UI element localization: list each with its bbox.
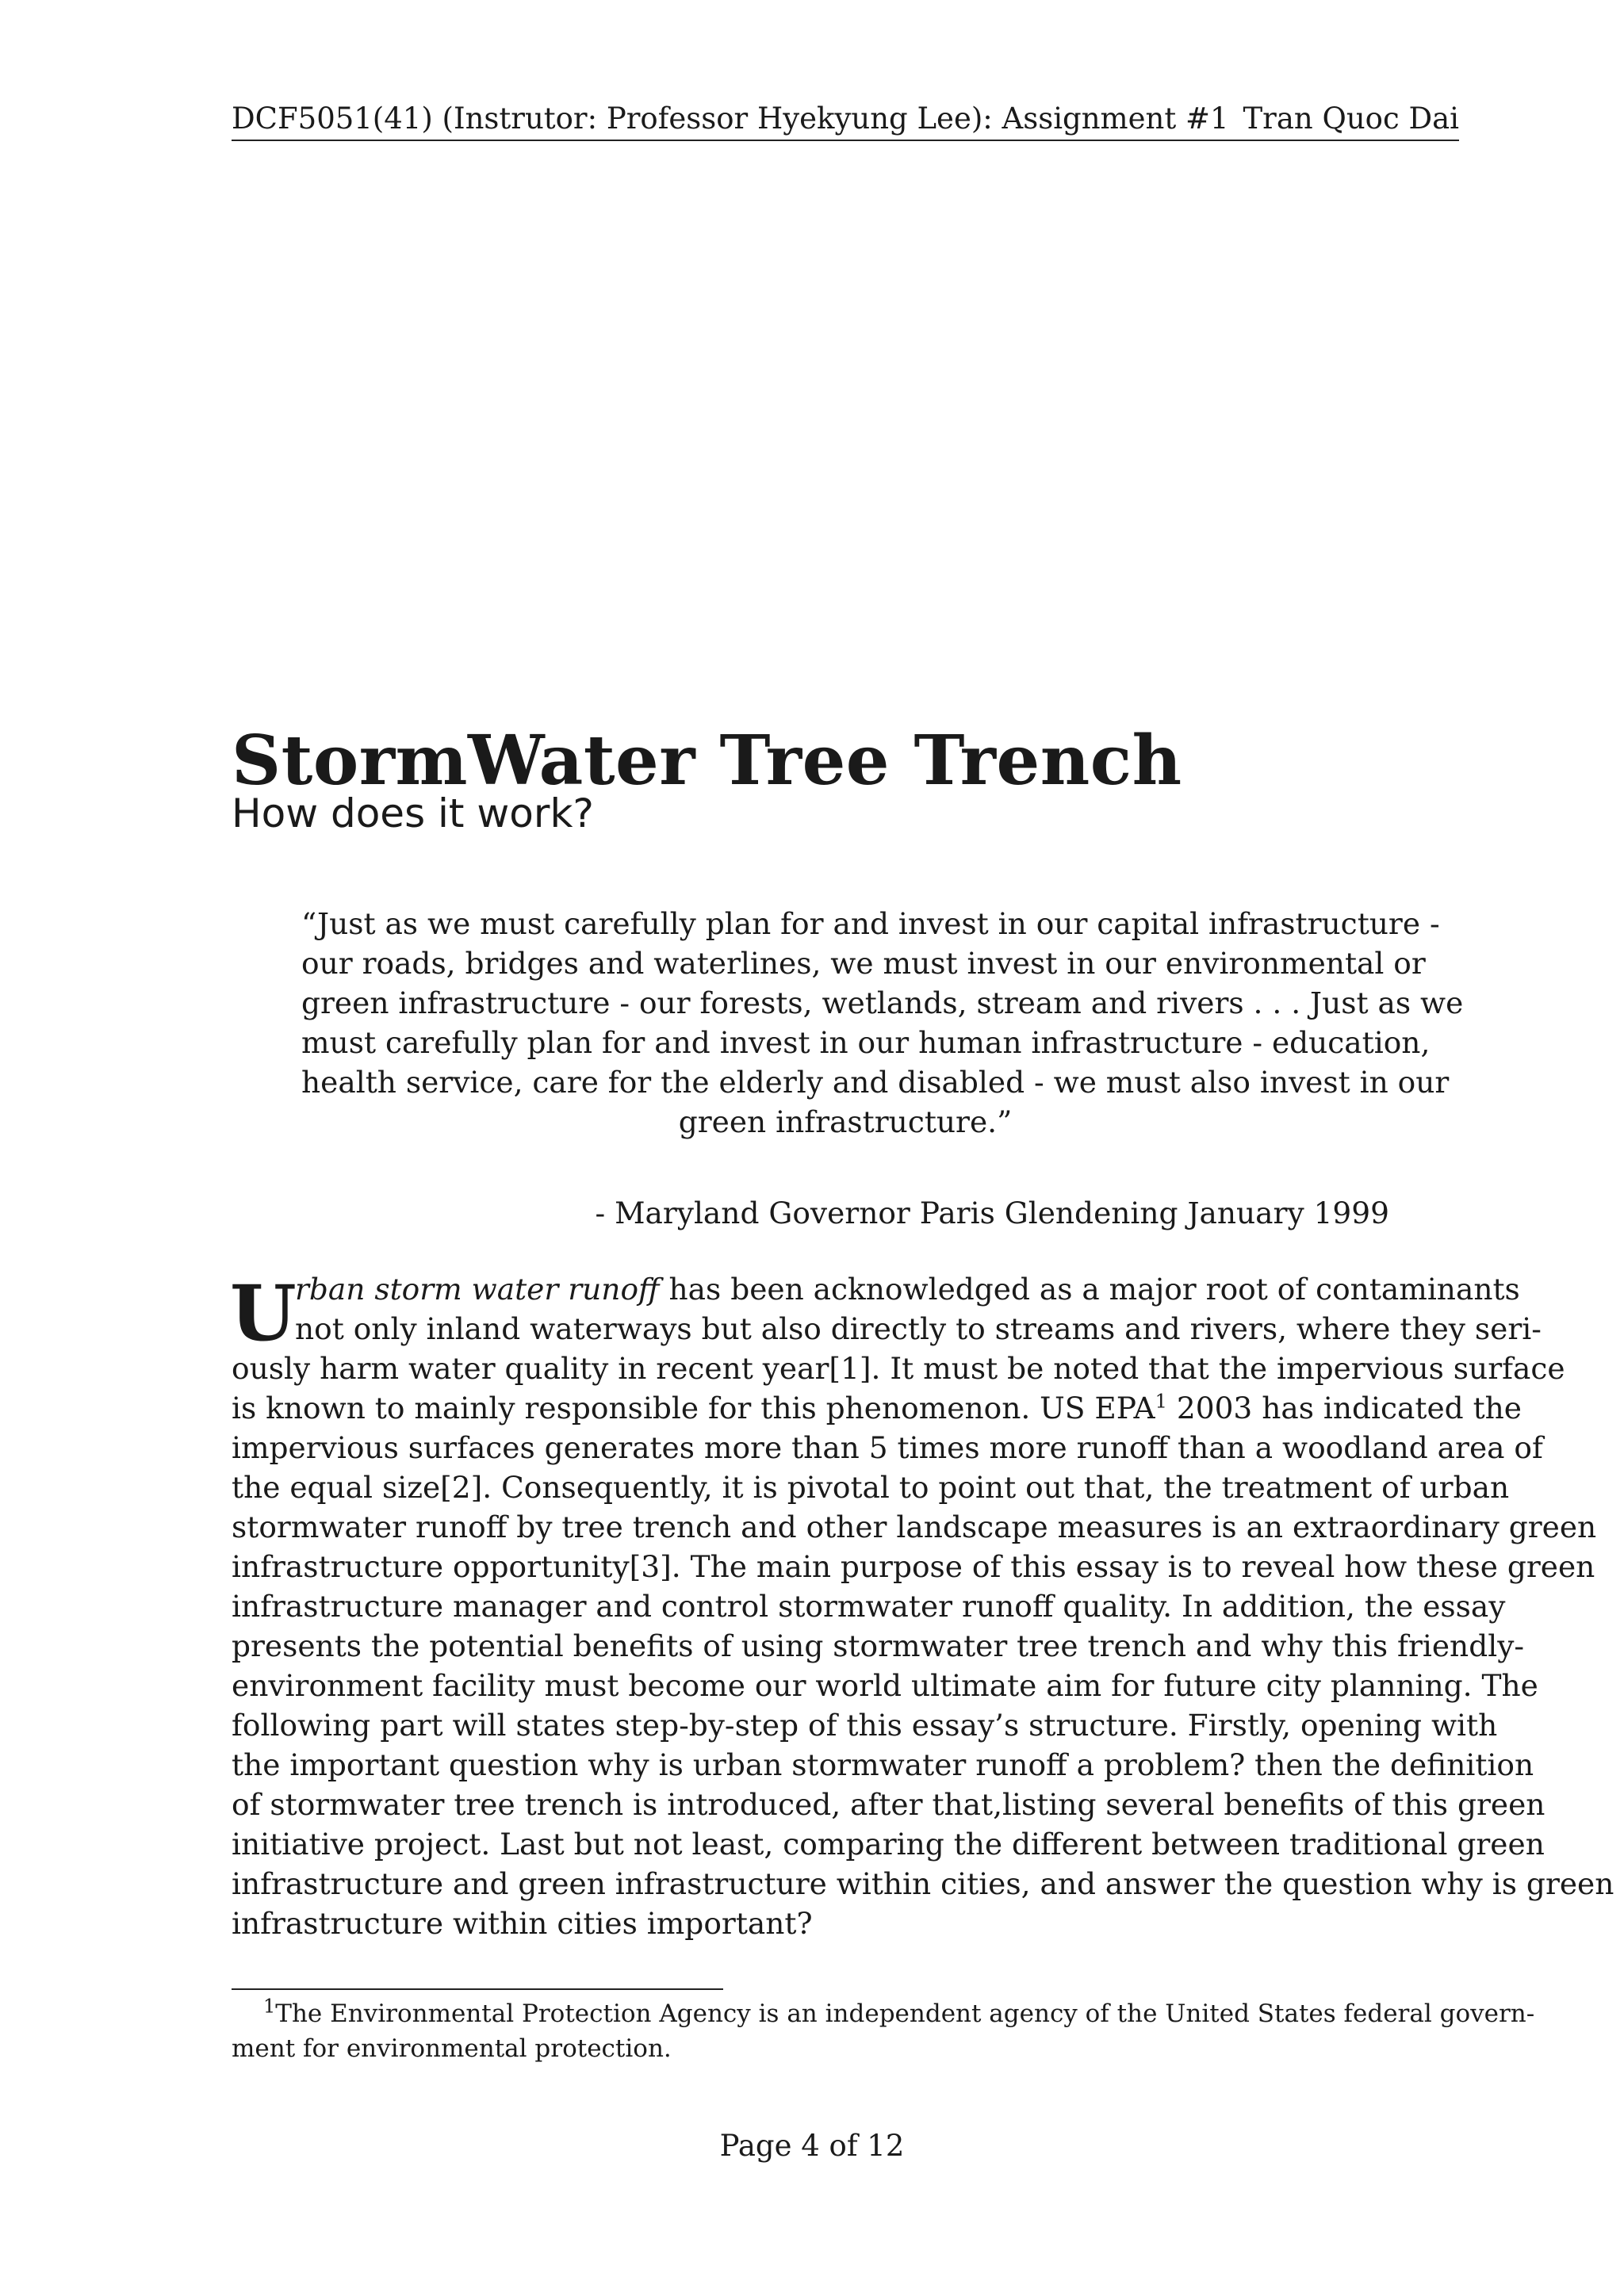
footnote-marker: 1	[263, 1995, 276, 2018]
paragraph-line: infrastructure and green infrastructure within cities, and answer the question why is green	[232, 1866, 1614, 1901]
paragraph-line: the important question why is urban stormwater runoff a problem? then the definition	[232, 1747, 1534, 1782]
essay-title: StormWater Tree Trench	[232, 721, 1182, 801]
drop-cap: U	[230, 1269, 297, 1358]
epigraph-quote	[301, 904, 1464, 1142]
essay-subtitle: How does it work?	[232, 790, 594, 836]
paragraph-line: following part will states step-by-step of this essay’s structure. Firstly, opening with	[232, 1708, 1498, 1743]
paragraph-line: stormwater runoff by tree trench and other landscape measures is an extraordinary green	[232, 1510, 1597, 1544]
paragraph-text: 2003 has indicated the	[1166, 1391, 1522, 1425]
footnote-line: ment for environmental protection.	[232, 2034, 672, 2063]
paragraph-line: infrastructure manager and control stormwater runoff quality. In addition, the essay	[232, 1589, 1506, 1624]
paragraph-line: not only inland waterways but also directly to streams and rivers, where they seri-	[295, 1311, 1542, 1346]
running-header	[232, 98, 1459, 141]
paragraph-line: the equal size[2]. Consequently, it is pivotal to point out that, the treatment of urban	[232, 1470, 1510, 1505]
footnote	[232, 1995, 1535, 2066]
page-number: Page 4 of 12	[719, 2129, 905, 2163]
paragraph-line: infrastructure within cities important?	[232, 1906, 813, 1941]
paragraph-line: ously harm water quality in recent year[1]. It must be noted that the impervious surface	[232, 1351, 1565, 1386]
intro-paragraph	[230, 1269, 1614, 1943]
footnote-text: The Environmental Protection Agency is an independent agency of the United States federal govern-	[275, 1999, 1535, 2028]
paragraph-line: of stormwater tree trench is introduced, after that,listing several benefits of this green	[232, 1787, 1545, 1822]
paragraph-line	[232, 1269, 1520, 1309]
paragraph-line: impervious surfaces generates more than 5 times more runoff than a woodland area of	[232, 1430, 1543, 1465]
footnote-divider	[232, 1988, 723, 1990]
paragraph-text: is known to mainly responsible for this phenomenon. US EPA	[232, 1391, 1155, 1425]
footnote-line	[232, 1995, 1535, 2031]
paragraph-line: environment facility must become our world ultimate aim for future city planning. The	[232, 1668, 1538, 1703]
quote-line: must carefully plan for and invest in our human infrastructure - education,	[301, 1025, 1431, 1060]
footnote-ref[interactable]: 1	[1155, 1390, 1167, 1413]
paragraph-line: infrastructure opportunity[3]. The main purpose of this essay is to reveal how these green	[232, 1549, 1595, 1584]
quote-line: “Just as we must carefully plan for and invest in our capital infrastructure -	[301, 906, 1440, 941]
quote-line: our roads, bridges and waterlines, we must invest in our environmental or	[301, 946, 1426, 981]
paragraph-line	[232, 1388, 1522, 1428]
emphasized-term: rban storm water runoff	[295, 1272, 660, 1307]
quote-line: health service, care for the elderly and disabled - we must also invest in our	[301, 1065, 1450, 1100]
paragraph-text: has been acknowledged as a major root of contaminants	[659, 1272, 1520, 1307]
quote-line: green infrastructure.”	[678, 1104, 1013, 1139]
paragraph-line: initiative project. Last but not least, comparing the different between traditional green	[232, 1827, 1545, 1862]
quote-attribution: - Maryland Governor Paris Glendening January 1999	[595, 1196, 1389, 1230]
paragraph-line: presents the potential benefits of using stormwater tree trench and why this friendly-	[232, 1628, 1525, 1663]
quote-line: green infrastructure - our forests, wetlands, stream and rivers . . . Just as we	[301, 985, 1464, 1020]
header-course-info: DCF5051(41) (Instrutor: Professor Hyekyung Lee): Assignment #1	[232, 101, 1229, 136]
header-author: Tran Quoc Dai	[1243, 101, 1459, 136]
